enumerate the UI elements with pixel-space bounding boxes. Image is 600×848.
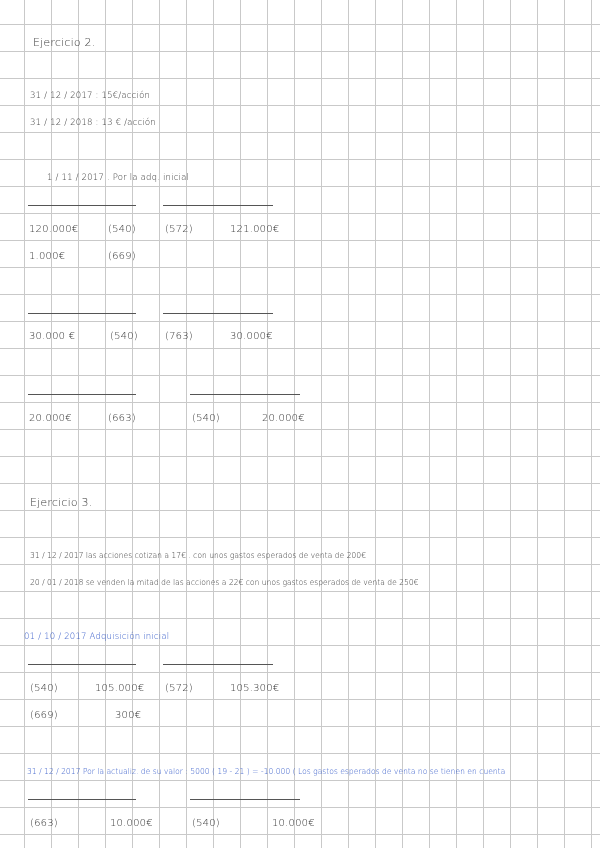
entry-amount: 105.300€	[230, 683, 280, 694]
entry-amount: 300€	[115, 710, 142, 721]
statement-line: 20 / 01 / 2018 se venden la mitad de las acciones a 22€ con unos gastos esperados de venta de 250€	[30, 578, 419, 587]
account-code: (540)	[30, 683, 58, 694]
price-2018-line: 31 / 12 / 2018 : 13 € /acción	[30, 118, 156, 128]
account-code: (540)	[192, 413, 220, 424]
account-code: (572)	[165, 683, 193, 694]
entry-amount: 30.000 €	[29, 331, 76, 342]
journal-rule-left	[28, 799, 136, 800]
account-code: (663)	[30, 818, 58, 829]
journal-rule-right	[163, 205, 273, 206]
entry-amount: 121.000€	[230, 224, 280, 235]
exercise-2-title: Ejercicio 2.	[33, 36, 96, 49]
entry-amount: 10.000€	[110, 818, 153, 829]
account-code: (540)	[192, 818, 220, 829]
account-code: (663)	[108, 413, 136, 424]
statement-line: 31 / 12 / 2017 las acciones cotizan a 17€ . con unos gastos esperados de venta de 200€	[30, 551, 366, 560]
journal-rule-left	[28, 205, 136, 206]
account-code: (669)	[108, 251, 136, 262]
exercise-3-title: Ejercicio 3.	[30, 496, 93, 509]
account-code: (540)	[110, 331, 138, 342]
journal-rule-left	[28, 664, 136, 665]
entry-amount: 10.000€	[272, 818, 315, 829]
journal-rule-left	[28, 394, 136, 395]
account-code: (669)	[30, 710, 58, 721]
entry-amount: 1.000€	[29, 251, 66, 262]
initial-acquisition-note: 1 / 11 / 2017 . Por la adq. inicial	[47, 173, 190, 183]
blue-heading-valuation: 31 / 12 / 2017 Por la actualiz. de su valor : 5000 ( 19 - 21 ) = -10.000 ( Los gastos esperados de venta no se tienen en cuenta	[27, 767, 506, 776]
blue-heading-acquisition: 01 / 10 / 2017 Adquisición inicial	[24, 632, 170, 642]
journal-rule-left	[28, 313, 136, 314]
entry-amount: 30.000€	[230, 331, 273, 342]
entry-amount: 120.000€	[29, 224, 79, 235]
account-code: (540)	[108, 224, 136, 235]
price-2017-line: 31 / 12 / 2017 : 15€/acción	[30, 91, 151, 101]
journal-rule-right	[163, 664, 273, 665]
entry-amount: 105.000€	[95, 683, 145, 694]
journal-rule-right	[190, 394, 300, 395]
journal-rule-right	[190, 799, 300, 800]
account-code: (572)	[165, 224, 193, 235]
entry-amount: 20.000€	[262, 413, 305, 424]
account-code: (763)	[165, 331, 193, 342]
entry-amount: 20.000€	[29, 413, 72, 424]
journal-rule-right	[163, 313, 273, 314]
